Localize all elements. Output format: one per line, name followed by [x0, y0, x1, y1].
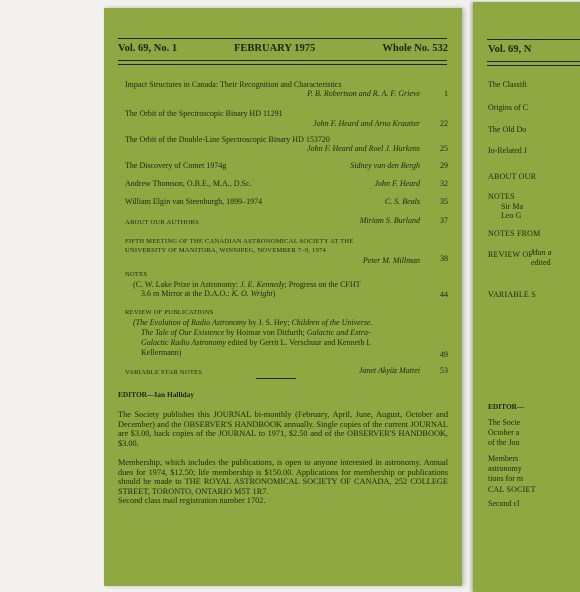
toc-author: Janet Akyüz Mattei — [358, 366, 420, 375]
mail-registration: Second class mail registration number 1702. — [118, 496, 266, 505]
meeting-title-line1: FIFTH MEETING OF THE CANADIAN ASTRONOMICAL SOCIETY AT THE — [125, 238, 354, 245]
header-rule-bottom — [487, 65, 580, 66]
review-label: REVIEW OF PUBLICATIONS — [125, 309, 214, 316]
toc-title: The Orbit of the Double-Line Spectroscopic Binary HD 153720 — [125, 135, 330, 144]
paragraph-line: October a — [488, 428, 520, 437]
toc-page: 44 — [440, 290, 448, 299]
notes-label: NOTES — [125, 271, 148, 278]
about-authors-label: ABOUT OUR — [488, 172, 537, 181]
paragraph-line: Members — [488, 454, 519, 463]
toc-title: Origins of C — [488, 103, 528, 112]
header-rule-top — [487, 39, 580, 40]
toc-page: 49 — [440, 350, 448, 359]
toc-page: 37 — [440, 216, 448, 225]
volume-number: Vol. 69, No. 1 — [118, 43, 178, 54]
journal-cover-second — [473, 2, 580, 592]
toc-title: Io-Related J — [488, 146, 527, 155]
review-line2: edited — [531, 258, 551, 267]
membership-paragraph: Membership, which includes the publications, is open to anyone interested in astronomy. Annual dues for 1974, $12.50; life membership is $150.00. Applications for membership or publications should be made to THE ROYAL ASTRONOMICAL SOCIETY OF CANADA, 252 COLLEGE STREET, TORONTO, ONTARIO M5T 1R7. — [118, 458, 448, 496]
paragraph-line: astronomy — [488, 464, 522, 473]
toc-author: John F. Heard and Roel J. Hurkens — [307, 144, 420, 153]
subscription-paragraph: The Society publishes this JOURNAL bi-monthly (February, April, June, August, October and December) and the OBSERVER'S HANDBOOK annually. Single copies of the current JOURNAL are $3.00, back copies of the JOURNAL to 1971, $2.50 and of the OBSERVER'S HANDBOOK, $3.00. — [118, 410, 448, 448]
whole-number: Whole No. 532 — [382, 43, 448, 54]
notes-line1: Sir Ma — [501, 202, 523, 211]
toc-page: 35 — [440, 197, 448, 206]
notes-label: NOTES — [488, 192, 515, 201]
section-divider — [256, 378, 296, 379]
toc-author: Miriam S. Burland — [359, 216, 420, 225]
review-label: REVIEW OF — [488, 250, 533, 259]
review-line2: The Tale of Our Existence by Hoimar von Ditfurth; Galactic and Extra- — [141, 328, 371, 337]
toc-author: John F. Heard and Arno Krautter — [313, 119, 420, 128]
toc-title: Impact Structures in Canada: Their Recognition and Characteristics — [125, 80, 342, 89]
paragraph-line: tions for m — [488, 474, 524, 483]
toc-title: The Classifi — [488, 80, 527, 89]
toc-author: John F. Heard — [374, 179, 420, 188]
review-line1: (The Evolution of Radio Astronomy by J. S. Hey; Children of the Universe. — [133, 318, 373, 327]
toc-author: P. B. Robertson and R. A. F. Grieve — [307, 89, 420, 98]
toc-page: 29 — [440, 161, 448, 170]
journal-cover-front — [104, 8, 462, 586]
header-rule-top — [118, 38, 447, 39]
notes-line1: (C. W. Lake Prize in Astronomy: J. E. Kennedy; Progress on the CFHT — [133, 280, 361, 289]
review-line4: Kellermann) — [141, 348, 182, 357]
notes-line2: Leo G — [501, 211, 522, 220]
about-authors-label: ABOUT OUR AUTHORS — [125, 219, 199, 226]
toc-title: Andrew Thomson, O.B.E., M.A., D.Sc. — [125, 179, 252, 188]
toc-page: 25 — [440, 144, 448, 153]
issue-date: FEBRUARY 1975 — [234, 43, 316, 54]
toc-author: C. S. Beals — [384, 197, 420, 206]
variable-star-label: VARIABLE S — [488, 290, 536, 299]
toc-title: The Discovery of Comet 1974g — [125, 161, 227, 170]
toc-page: 38 — [440, 254, 448, 263]
editor-line: EDITOR—Ian Halliday — [118, 390, 195, 399]
header-rule-bottom — [118, 64, 447, 65]
paragraph-line: of the Jou — [488, 438, 520, 447]
header-rule-mid — [487, 61, 580, 62]
toc-page: 53 — [440, 366, 448, 375]
notes-line2: 3.6 m Mirror at the D.A.O.: K. O. Wright) — [141, 289, 276, 298]
toc-author: Sidney van den Bergh — [350, 161, 420, 170]
notes-from-label: NOTES FROM — [488, 229, 541, 238]
meeting-title-line2: UNIVERSITY OF MANITOBA, WINNIPEG, NOVEMBER 7–9, 1974 — [125, 247, 326, 254]
volume-number: Vol. 69, N — [488, 44, 532, 55]
paragraph-line: The Socie — [488, 418, 521, 427]
toc-page: 32 — [440, 179, 448, 188]
editor-line: EDITOR— — [488, 402, 525, 411]
toc-author: Peter M. Millman — [362, 256, 420, 265]
toc-page: 22 — [440, 119, 448, 128]
paragraph-line: Second cl — [488, 499, 520, 508]
toc-title: William Elgin van Steenburgh, 1899–1974 — [125, 197, 263, 206]
review-line3: Galactic Radio Astronomy edited by Gerrit L. Verschuur and Kenneth I. — [141, 338, 372, 347]
toc-title: The Old Do — [488, 125, 527, 134]
variable-star-label: VARIABLE STAR NOTES — [125, 369, 203, 376]
header-rule-mid — [118, 60, 447, 61]
toc-page: 1 — [444, 89, 448, 98]
paragraph-line: CAL SOCIET — [488, 485, 536, 494]
review-line1: Man a — [531, 248, 552, 257]
toc-title: The Orbit of the Spectroscopic Binary HD 11291 — [125, 109, 283, 118]
